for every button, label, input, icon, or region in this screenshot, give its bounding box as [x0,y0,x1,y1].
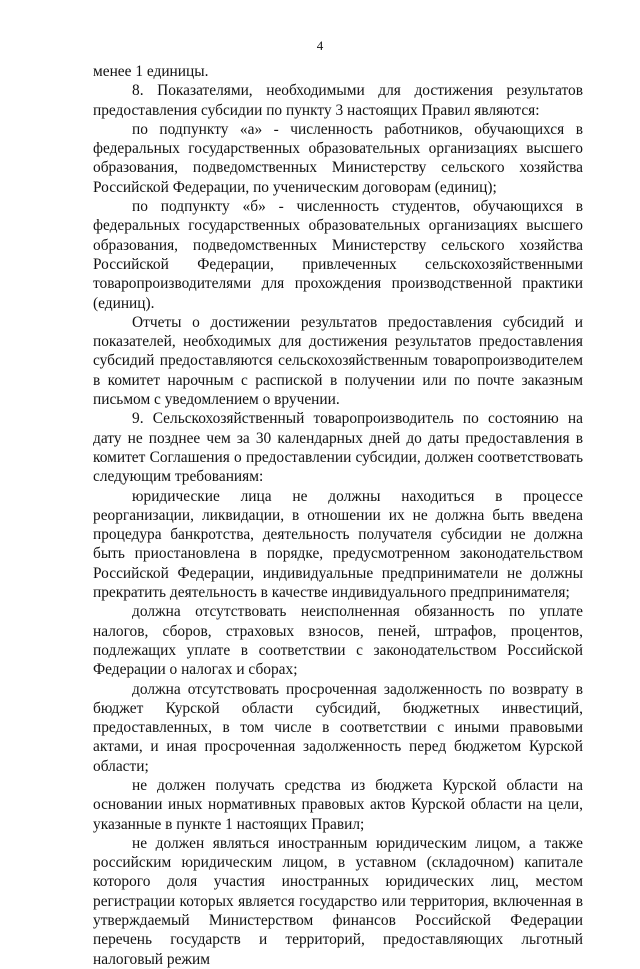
paragraph: юридические лица не должны находиться в процессе реорганизации, ликвидации, в отношении их не должна быть введена процедура банкротства, деятельность получателя субсидии не должна быть приостановлена в порядке, предусмотренном законодательством Российской Федерации, индивидуальные предприниматели не должны прекратить деятельность в качестве индивидуального предпринимателя; [93,487,583,602]
paragraph: по подпункту «б» - численность студентов, обучающихся в федеральных государственных образовательных организациях высшего образования, подведомственных Министерству сельского хозяйства Российской Федерации, привлеченных сельскохозяйственными товаропроизводителями для прохождения производственной практики (единиц). [93,198,583,312]
page-number: 4 [316,38,324,53]
paragraph: 9. Сельскохозяйственный товаропроизводитель по состоянию на дату не позднее чем за 30 календарных дней до даты предоставления в комитет Соглашения о предоставлении субсидии, должен соответствовать следующим требованиям: [93,410,583,486]
document-body [93,62,583,969]
paragraph: не должен являться иностранным юридическим лицом, а также российским юридическим лицом, в уставном (складочном) капитале которого доля участия иностранных юридических лиц, местом регистрации которых является государство или территория, включенная в утверждаемый Министерством финансов Российской Федерации перечень государств и территорий, предоставляющих льготный налоговый режим [93,834,583,968]
paragraph: менее 1 единицы. [93,63,209,80]
paragraph: не должен получать средства из бюджета Курской области на основании иных нормативных правовых актов Курской области на цели, указанные в пункте 1 настоящих Правил; [93,776,583,833]
paragraph: Отчеты о достижении результатов предоставления субсидий и показателей, необходимых для достижения результатов предоставления субсидий предоставляются сельскохозяйственным товаропроизводителем в комитет нарочным с распиской в получении или по почте заказным письмом с уведомлением о вручении. [93,313,583,409]
paragraph: должна отсутствовать неисполненная обязанность по уплате налогов, сборов, страховых взносов, пеней, штрафов, процентов, подлежащих уплате в соответствии с законодательством Российской Федерации о налогах и сборах; [93,603,583,679]
paragraph: должна отсутствовать просроченная задолженность по возврату в бюджет Курской области субсидий, бюджетных инвестиций, предоставленных, в том числе в соответствии с иными правовыми актами, и иная просроченная задолженность перед бюджетом Курской области; [93,680,583,775]
paragraph: по подпункту «а» - численность работников, обучающихся в федеральных государственных образовательных организациях высшего образования, подведомственных Министерству сельского хозяйства Российской Федерации, по ученическим договорам (единиц); [93,120,583,196]
paragraph: 8. Показателями, необходимыми для достижения результатов предоставления субсидии по пункту 3 настоящих Правил являются: [93,82,583,119]
